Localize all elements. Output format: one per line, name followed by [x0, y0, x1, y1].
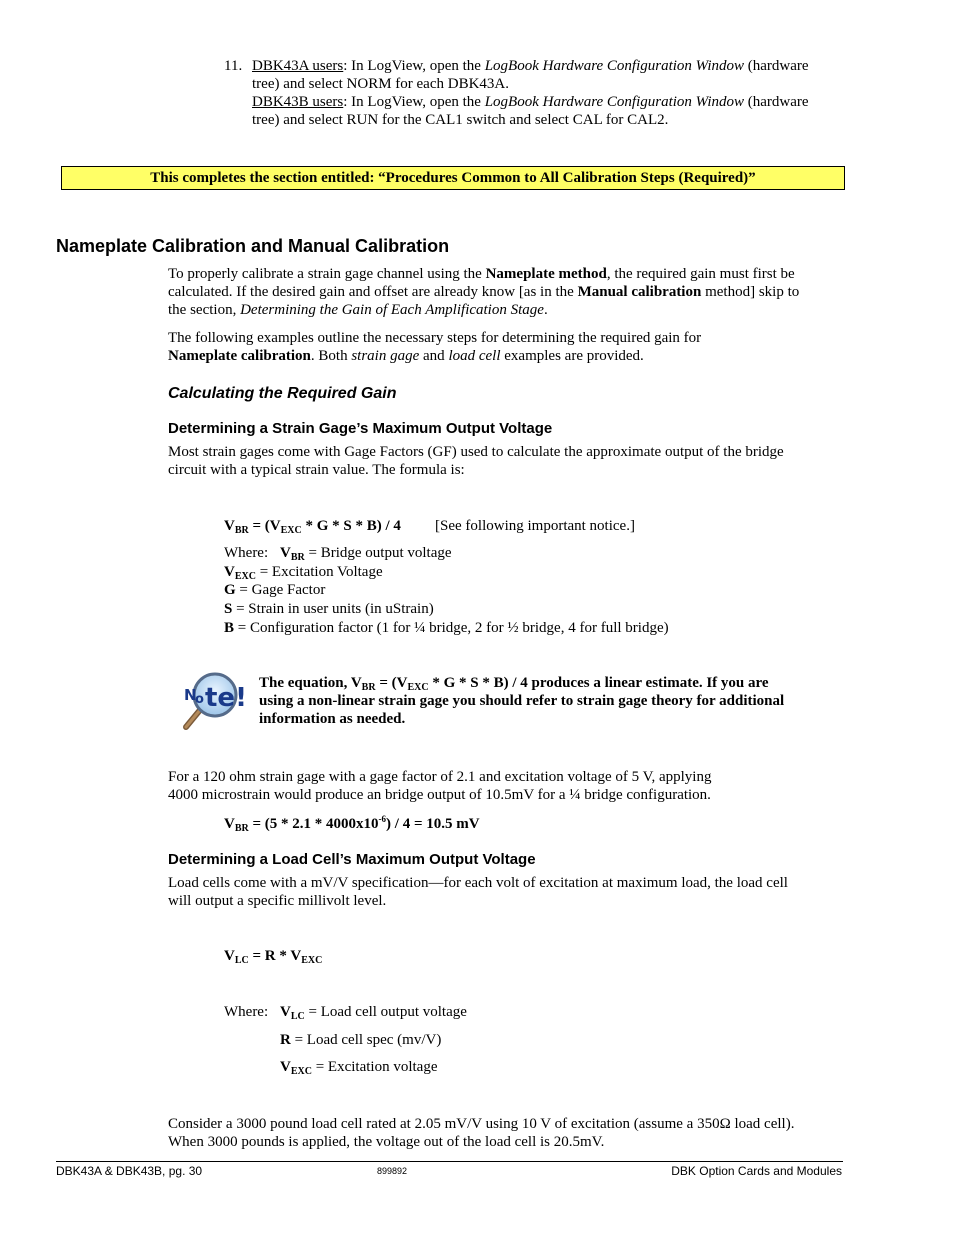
def-vexc: $V_{EXC}$ = Excitation Voltage	[224, 564, 383, 582]
def-vbr: $V_{BR}$ = Bridge output voltage	[280, 545, 452, 563]
load-cell-heading: Determining a Load Cell’s Maximum Output Voltage	[168, 851, 536, 868]
intro-paragraph: To properly calibrate a strain gage channel using the Nameplate method, the required gain must first be calculated. If the desired gain and offset are already know [as in the Manual calibration method] skip to the section, Determining the Gain of Each Amplification Stage.	[168, 266, 800, 318]
def-vlc: $V_{LC}$ = Load cell output voltage	[280, 1004, 467, 1022]
step-11-line-1: DBK43A users: In LogView, open the LogBook Hardware Configuration Window (hardware	[252, 58, 809, 74]
examples-paragraph: The following examples outline the necessary steps for determining the required gain for Nameplate calibration. Both strain gage and load cell examples are provided.	[168, 330, 702, 364]
strain-gage-paragraph: Most strain gages come with Gage Factors (GF) used to calculate the approximate output of the bridge circuit with a typical strain value. The formula is:	[168, 444, 784, 478]
note-icon-text-n: N	[184, 686, 197, 704]
def-s: S = Strain in user units (in uStrain)	[224, 601, 434, 617]
strain-example-formula: $V_{BR} = (5 * 2.1 * 4000x10^{-6}) / 4 = 10.5$ mV	[224, 814, 480, 834]
strain-where-label: Where:	[224, 545, 269, 561]
load-cell-where-label: Where:	[224, 1004, 269, 1020]
step-11-line-4: tree) and select RUN for the CAL1 switch and select CAL for CAL2.	[252, 112, 669, 128]
svg-text:te!: te!	[205, 683, 244, 713]
load-cell-formula: $V_{LC} = R * V_{EXC}$	[224, 948, 323, 966]
load-cell-consider-paragraph: Consider a 3000 pound load cell rated at 2.05 mV/V using 10 V of excitation (assume a 350Ω load cell). When 3000 pounds is applied, the voltage out of the load cell is 20.5mV.	[168, 1116, 795, 1150]
dbk43b-users-label: DBK43B users	[252, 94, 344, 110]
footer-right: DBK Option Cards and Modules	[671, 1164, 842, 1178]
step-11-number: 11.	[224, 58, 243, 74]
footer-left: DBK43A & DBK43B, pg. 30	[56, 1164, 203, 1178]
step-11-line-2: tree) and select NORM for each DBK43A.	[252, 76, 509, 92]
section-title: Nameplate Calibration and Manual Calibration	[56, 236, 450, 256]
def-b: B = Configuration factor (1 for ¼ bridge, 2 for ½ bridge, 4 for full bridge)	[224, 620, 669, 636]
def-g: G = Gage Factor	[224, 582, 326, 598]
footer-rule	[56, 1161, 843, 1162]
svg-text:o: o	[195, 692, 204, 707]
strain-example-paragraph: For a 120 ohm strain gage with a gage factor of 2.1 and excitation voltage of 5 V, applying 4000 microstrain would produce an bridge output of 10.5mV for a ¼ bridge configuration.	[168, 769, 712, 803]
section-complete-banner: This completes the section entitled: “Procedures Common to All Calibration Steps (Required)”	[61, 166, 845, 190]
note-magnifier-icon	[178, 670, 244, 732]
footer-center: 899892	[377, 1166, 408, 1176]
strain-formula: $V_{BR} = (V_{EXC} * G * S * B) / 4$	[224, 518, 401, 536]
def-vexc-loadcell: $V_{EXC}$ = Excitation voltage	[280, 1059, 438, 1077]
subsection-title: Calculating the Required Gain	[168, 385, 397, 402]
strain-gage-heading: Determining a Strain Gage’s Maximum Output Voltage	[168, 420, 553, 437]
note-text: The equation, $V_{BR} = (V_{EXC} * G * S * B) / 4$ produces a linear estimate. If you are using a non-linear strain gage you should refer to strain gage theory for additional information as needed.	[259, 675, 785, 727]
dbk43a-users-label: DBK43A users	[252, 58, 344, 74]
load-cell-paragraph: Load cells come with a mV/V specification—for each volt of excitation at maximum load, the load cell will output a specific millivolt level.	[168, 875, 788, 909]
step-11-line-3: DBK43B users: In LogView, open the LogBook Hardware Configuration Window (hardware	[252, 94, 809, 110]
step-11-text	[252, 57, 852, 129]
def-r: R = Load cell spec (mv/V)	[280, 1032, 442, 1048]
strain-formula-note: [See following important notice.]	[435, 518, 635, 534]
